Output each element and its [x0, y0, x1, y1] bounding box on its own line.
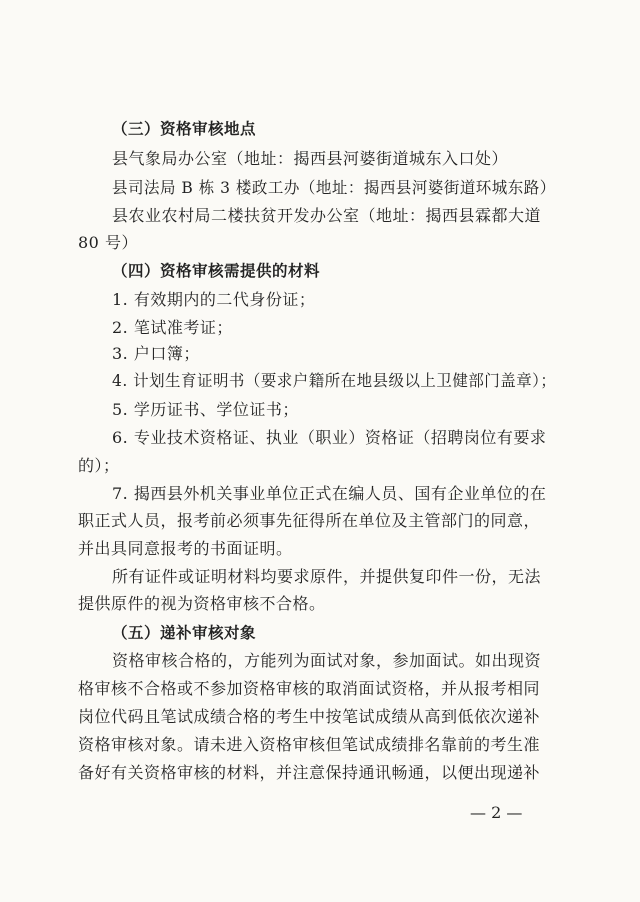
section-heading-substitute-review: （五）递补审核对象 [112, 624, 257, 642]
paragraph-line: 资格审核合格的，方能列为面试对象，参加面试。如出现资 [112, 651, 542, 670]
material-item: 1. 有效期内的二代身份证； [112, 290, 316, 309]
material-item: 6. 专业技术资格证、执业（职业）资格证（招聘岗位有要求 [112, 428, 547, 447]
section-heading-materials: （四）资格审核需提供的材料 [112, 262, 321, 280]
paragraph-line: 资格审核对象。请未进入资格审核但笔试成绩排名靠前的考生准 [78, 735, 541, 754]
material-item: 并出具同意报考的书面证明。 [78, 539, 293, 558]
material-item: 5. 学历证书、学位证书； [112, 400, 299, 419]
material-item: 7. 揭西县外机关事业单位正式在编人员、国有企业单位的在 [112, 484, 547, 503]
material-item: 的）； [78, 456, 120, 475]
materials-note: 提供原件的视为资格审核不合格。 [78, 594, 326, 613]
location-line: 县司法局 B 栋 3 楼政工办（地址：揭西县河婆街道环城东路） [112, 178, 556, 197]
paragraph-line: 格审核不合格或不参加资格审核的取消面试资格，并从报考相同 [78, 679, 541, 698]
location-line: 80 号） [78, 233, 138, 252]
material-item: 3. 户口簿； [112, 344, 200, 363]
material-item: 2. 笔试准考证； [112, 318, 233, 337]
location-line: 县农业农村局二楼扶贫开发办公室（地址：揭西县霖都大道 [112, 206, 542, 225]
paragraph-line: 备好有关资格审核的材料，并注意保持通讯畅通，以便出现递补 [78, 763, 541, 782]
section-heading-review-location: （三）资格审核地点 [112, 120, 257, 138]
material-item: 4. 计划生育证明书（要求户籍所在地县级以上卫健部门盖章）； [112, 371, 557, 390]
paragraph-line: 岗位代码且笔试成绩合格的考生中按笔试成绩从高到低依次递补 [78, 707, 541, 726]
material-item: 职正式人员，报考前必须事先征得所在单位及主管部门的同意， [78, 511, 541, 530]
page-number: — 2 — [470, 803, 523, 822]
location-line: 县气象局办公室（地址：揭西县河婆街道城东入口处） [112, 149, 509, 168]
materials-note: 所有证件或证明材料均要求原件，并提供复印件一份，无法 [112, 567, 542, 586]
